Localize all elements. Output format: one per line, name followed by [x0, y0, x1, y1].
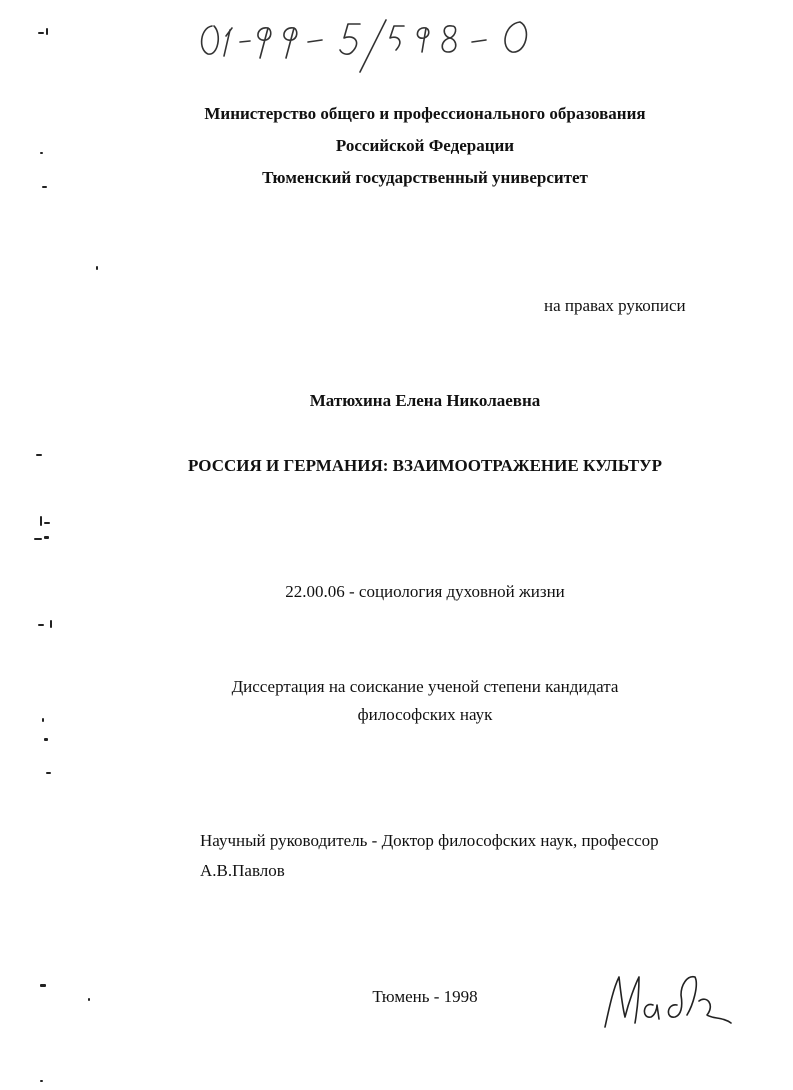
dissertation-title: РОССИЯ И ГЕРМАНИЯ: ВЗАИМООТРАЖЕНИЕ КУЛЬТУР [187, 456, 663, 475]
scan-speck [34, 538, 42, 540]
city-year: Тюмень - 1998 [372, 987, 478, 1006]
scan-speck [88, 998, 90, 1001]
scan-speck [40, 516, 42, 526]
manuscript-rights-note: на правах рукописи [544, 296, 686, 315]
supervisor-line: Научный руководитель - Доктор философских наук, профессор [200, 831, 659, 850]
federation-heading: Российской Федерации [335, 136, 515, 155]
scan-speck [46, 772, 51, 774]
handwritten-reference-mark [190, 8, 560, 78]
dissertation-field-line: философских наук [357, 705, 493, 724]
scan-speck [96, 266, 98, 270]
dissertation-degree-line: Диссертация на соискание ученой степени кандидата [231, 677, 619, 696]
scan-speck [44, 522, 50, 524]
handwritten-signature [595, 965, 735, 1040]
scan-speck [42, 718, 44, 722]
scan-speck [40, 1080, 43, 1082]
specialty-code: 22.00.06 - социология духовной жизни [285, 582, 565, 601]
university-heading: Тюменский государственный университет [262, 168, 588, 187]
scan-speck [38, 624, 44, 626]
scan-speck [40, 152, 43, 154]
supervisor-name: А.В.Павлов [200, 861, 285, 880]
scan-speck [46, 28, 48, 35]
scan-speck [42, 186, 47, 188]
scan-speck [44, 738, 48, 741]
scan-speck [40, 984, 46, 987]
scan-speck [50, 620, 52, 628]
ministry-heading: Министерство общего и профессионального образования [204, 104, 646, 123]
author-name: Матюхина Елена Николаевна [309, 391, 541, 410]
scan-speck [44, 536, 49, 539]
scan-speck [36, 454, 42, 456]
scan-speck [38, 32, 44, 34]
